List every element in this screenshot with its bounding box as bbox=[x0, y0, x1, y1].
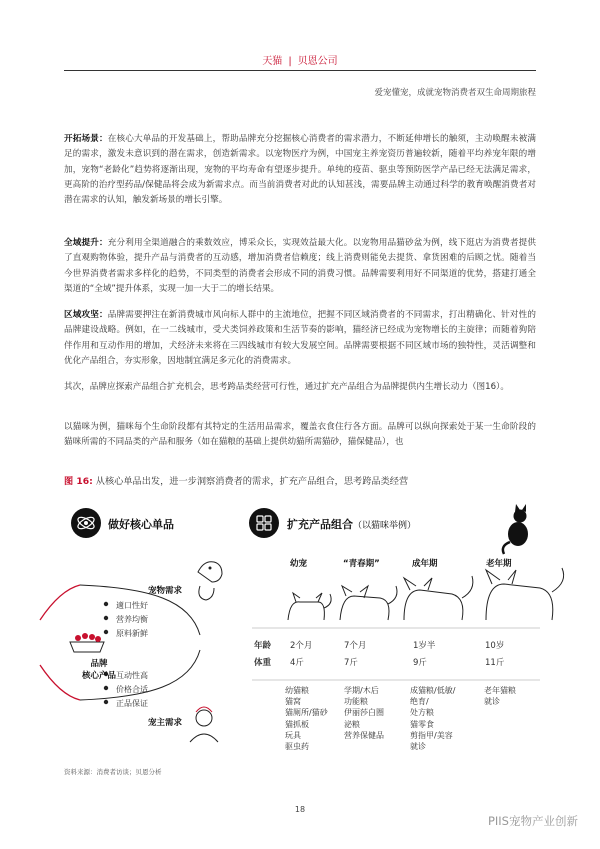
header-brand: 天猫 bbox=[262, 56, 283, 67]
paragraph-heading: 开拓场景： bbox=[64, 134, 108, 144]
product-list-kitten bbox=[285, 685, 328, 752]
product-item: 驱虫药 bbox=[285, 742, 309, 752]
product-item: 就诊 bbox=[410, 742, 426, 752]
core-product-label bbox=[77, 657, 121, 681]
product-item: 老年猫粮 bbox=[484, 686, 516, 695]
paragraph-omnichannel bbox=[64, 236, 536, 297]
pet-owner-icon bbox=[190, 707, 218, 742]
senior-cat-icon bbox=[486, 568, 564, 620]
product-list-adult bbox=[410, 685, 455, 752]
pet-food-bowl-icon bbox=[70, 633, 104, 652]
product-item: 功能粮 bbox=[344, 697, 368, 707]
product-list-adolescent bbox=[344, 685, 384, 741]
adult-cat-icon bbox=[404, 576, 473, 620]
owner-need-item: 价格合适 bbox=[116, 685, 148, 694]
product-item: 就诊 bbox=[484, 697, 500, 707]
weight-value: 9斤 bbox=[413, 658, 427, 668]
product-list-senior bbox=[484, 685, 516, 707]
adolescent-cat-icon bbox=[340, 586, 397, 620]
paragraph-heading: 全域提升： bbox=[64, 238, 108, 248]
paragraph-portfolio: 其次，品牌应探索产品组合扩充机会，思考跨品类经营可行性，通过扩充产品组合为品牌提供内生增长动力（图16）。 bbox=[64, 382, 509, 392]
right-heading bbox=[287, 516, 416, 532]
age-value: 1岁半 bbox=[413, 641, 436, 651]
left-heading: 做好核心单品 bbox=[108, 518, 174, 531]
weight-value: 7斤 bbox=[344, 658, 358, 668]
right-heading-main: 扩充产品组合 bbox=[287, 518, 353, 531]
pet-need-item: 营养均衡 bbox=[116, 615, 148, 624]
paragraph-body: 充分利用全渠道融合的乘数效应，博采众长，实现效益最大化。以宠物用品猫砂盆为例，线下逛店为消费者提供了直观购物体验，提升产品与消费者的互动感，增加消费者信赖度；线上消费则能免去提货、拿货困难的后顾之忧。随着当今世界消费者需求多样化的趋势，不同类型的消费者会形成不同的消费习惯。品牌需要利用好不同渠道的优势，搭建打通全渠道的“全域”提升体系，实现一加一大于二的增长结果。 bbox=[64, 238, 536, 294]
pet-need-item: 適口性好 bbox=[116, 601, 148, 610]
figure-caption: 从核心单品出发，进一步洞察消费者的需求，扩充产品组合，思考跨品类经营 bbox=[95, 476, 409, 487]
weight-row-label: 体重 bbox=[254, 658, 272, 668]
owner-need-item: 正品保证 bbox=[116, 699, 148, 708]
product-item: 处方粮 bbox=[410, 708, 434, 718]
watermark: PIIS宠物产业创新 bbox=[487, 814, 578, 828]
grid-icon bbox=[249, 508, 279, 538]
product-item: 猫抓板 bbox=[285, 719, 309, 729]
weight-value: 11斤 bbox=[485, 658, 505, 668]
product-item: 幼猫粮 bbox=[285, 686, 309, 695]
weight-value: 4斤 bbox=[290, 658, 304, 668]
paragraph-body: 在核心大单品的开发基础上，帮助品牌充分挖掘核心消费者的需求潜力，不断延伸增长的触须，主动唤醒未被满足的需求，激发未意识到的潜在需求，创造新需求。以宠物医疗为例，中国宠主养宠资历普遍较新，随着平均养宠年限的增加，宠物“老龄化”趋势将逐渐出现，宠物的平均寿命有望逐步提升。单纯的疫苗、驱虫等预防医学产品已经无法满足需求，更高阶的治疗型药品/保健品将会成为新需求点。而当前消费者对此的认知甚浅，需要品牌主动通过科学的教育唤醒消费者对潜在需求的认知，触发新场景的增长引擎。 bbox=[64, 134, 536, 206]
stage-senior: 老年期 bbox=[486, 559, 512, 569]
paragraph-cat-example: 以猫咪为例，猫咪每个生命阶段都有其特定的生活用品需求，覆盖衣食住行各方面。品牌可以纵向探索处于某一生命阶段的猫咪所需的不同品类的产品和服务（如在猫粮的基础上提供幼猫所需猫砂，猫保健品），也 bbox=[64, 422, 536, 448]
age-value: 2个月 bbox=[290, 641, 313, 651]
header-rule bbox=[64, 70, 536, 71]
stage-adult: 成年期 bbox=[412, 559, 438, 569]
source-note: 资料来源：消费者访谈；贝恩分析 bbox=[64, 768, 162, 776]
figure-title bbox=[64, 473, 408, 487]
paragraph-regional bbox=[64, 308, 536, 369]
stage-adolescent: “青春期” bbox=[343, 559, 380, 569]
right-heading-sub: （以猫咪举例） bbox=[353, 521, 417, 531]
pet-need-item: 原料新鲜 bbox=[116, 629, 148, 638]
dog-cat-icon bbox=[198, 562, 222, 600]
product-item: 猫厕所/猫砂 bbox=[285, 708, 328, 718]
product-item: 学期/木后 bbox=[344, 686, 379, 695]
kitten-icon bbox=[288, 593, 331, 620]
core-label-line1: 品牌 bbox=[90, 659, 108, 669]
product-item: 玩具 bbox=[285, 730, 301, 740]
paragraph-body: 品牌需要押注在新消费城市风向标人群中的主流地位，把握不同区域消费者的不同需求，打出精确化、针对性的品牌建设战略。例如，在一二线城市，受犬类饲养政策和生活节奏的影响，猫经济已经成为宠物增长的主旋律；而随着狗陪伴作用和互动作用的增加，犬经济未来将在三四线城市有较大发展空间。品牌需要根据不同区域市场的独特性，灵活调整和优化产品组合，夯实形象，因地制宜满足多元化的消费需求。 bbox=[64, 310, 536, 366]
product-item: 猫窝 bbox=[285, 697, 301, 707]
product-item: 绝育/ bbox=[410, 697, 429, 707]
owner-needs-label: 宠主需求 bbox=[148, 718, 183, 728]
product-item: 剪指甲/美容 bbox=[410, 730, 453, 740]
age-value: 10岁 bbox=[485, 641, 505, 651]
stage-kitten: 幼宠 bbox=[290, 559, 308, 569]
page-number: 18 bbox=[294, 805, 306, 814]
product-item: 伊丽莎白圈 bbox=[344, 708, 384, 718]
page-subtitle: 爱宠懂宠，成就宠物消费者双生命周期旅程 bbox=[374, 88, 536, 98]
page-header bbox=[0, 52, 600, 67]
product-item: 营养保健品 bbox=[344, 730, 384, 740]
paragraph-heading: 区域攻坚： bbox=[64, 310, 108, 320]
product-item: 泌粮 bbox=[344, 719, 360, 729]
owner-need-item: 互动性高 bbox=[116, 671, 148, 680]
product-item: 猫零食 bbox=[410, 719, 434, 729]
header-partner: 贝恩公司 bbox=[297, 56, 338, 67]
age-value: 7个月 bbox=[344, 641, 367, 651]
pet-needs-label: 宠物需求 bbox=[148, 586, 183, 596]
age-row-label: 年龄 bbox=[254, 641, 272, 651]
figure-number: 图 16: bbox=[64, 476, 93, 487]
header-separator: | bbox=[288, 56, 292, 67]
cat-silhouette-icon bbox=[503, 504, 528, 554]
paragraph-expand-scenes bbox=[64, 132, 536, 208]
product-item: 成猫粮/低敏/ bbox=[410, 686, 456, 695]
core-label-line2: 核心产品 bbox=[81, 671, 116, 681]
